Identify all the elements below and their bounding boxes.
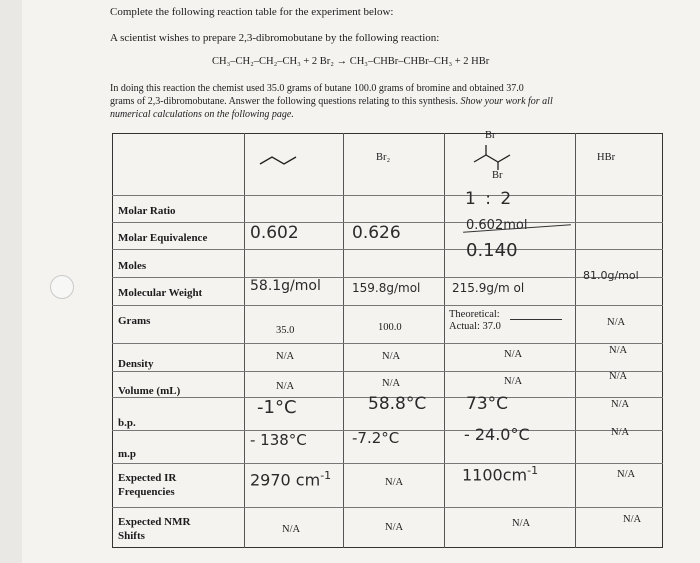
mp-hbr: N/A: [611, 427, 630, 438]
row-label-molar-ratio: Molar Ratio: [118, 205, 176, 217]
mp-product: - 24.0°C: [464, 425, 530, 444]
row-label-density: Density: [118, 358, 154, 370]
row-label-mp: m.p: [118, 448, 137, 460]
volume-butane: N/A: [276, 381, 295, 392]
ir-br2: N/A: [385, 477, 404, 488]
butane-structure-icon: [258, 150, 308, 172]
volume-product: N/A: [504, 376, 523, 387]
page-edge-shadow: [0, 0, 22, 563]
row-divider: [112, 371, 663, 372]
row-label-grams: Grams: [118, 315, 151, 327]
binder-hole: [50, 275, 74, 299]
row-label-nmr-1: Expected NMR: [118, 516, 191, 528]
mw-hbr: 81.0g/mol: [583, 269, 639, 282]
reaction-intro: A scientist wishes to prepare 2,3-dibromobutane by the following reaction:: [110, 32, 440, 44]
grams-br2: 100.0: [378, 322, 402, 333]
density-br2: N/A: [382, 351, 401, 362]
ir-hbr: N/A: [617, 469, 636, 480]
bp-br2: 58.8°C: [368, 394, 427, 414]
ir-product: $1100cm^{-1}$: [462, 464, 539, 485]
row-divider: [112, 343, 663, 344]
row-divider: [112, 195, 663, 196]
row-divider: [112, 277, 663, 278]
bp-butane: -1°C: [257, 397, 297, 418]
row-divider: [112, 249, 663, 250]
row-label-ir-1: Expected IR: [118, 472, 177, 484]
instruction-line: Complete the following reaction table for the experiment below:: [110, 6, 394, 18]
molar-ratio-value: 1 : 2: [465, 189, 514, 209]
problem-text-3: numerical calculations on the following page.: [110, 109, 294, 120]
bp-product: 73°C: [466, 394, 509, 414]
row-label-molecular-weight: Molecular Weight: [118, 287, 203, 299]
nmr-butane: N/A: [282, 524, 301, 535]
density-butane: N/A: [276, 351, 295, 362]
volume-br2: N/A: [382, 378, 401, 389]
row-label-nmr-2: Shifts: [118, 530, 145, 542]
header-product-br-top: Br: [485, 130, 496, 141]
grams-theoretical-label: Theoretical:: [449, 309, 500, 320]
row-label-molar-equivalence: Molar Equivalence: [118, 232, 208, 244]
density-hbr: N/A: [609, 345, 628, 356]
header-br2: Br₂: [376, 152, 391, 163]
mw-product: 215.9g/m ol: [452, 281, 525, 295]
row-divider: [112, 305, 663, 306]
nmr-hbr: N/A: [623, 514, 642, 525]
density-product: N/A: [504, 349, 523, 360]
molar-equiv-product-crossed: 0.602mol: [466, 218, 528, 233]
row-label-ir-2: Frequencies: [118, 486, 175, 498]
mw-br2: 159.8g/mol: [352, 281, 421, 295]
row-label-volume: Volume (mL): [118, 385, 181, 397]
row-label-moles: Moles: [118, 260, 147, 272]
theoretical-blank-line: [510, 319, 562, 320]
problem-text-1: In doing this reaction the chemist used 35.0 grams of butane 100.0 grams of bromine and obtained 37.0: [110, 83, 524, 94]
mp-br2: -7.2°C: [352, 429, 400, 447]
reaction-equation: CH₃–CH₂–CH₂–CH₃ + 2 Br₂ → CH₃–CHBr–CHBr–CH₃ + 2 HBr: [212, 56, 490, 67]
molar-equiv-br2: 0.626: [352, 223, 401, 243]
mp-butane: - 138°C: [250, 431, 307, 449]
nmr-product: N/A: [512, 518, 531, 529]
molar-equiv-butane: 0.602: [250, 223, 299, 243]
ir-butane: 2970 $cm^{-1}$: [250, 469, 332, 490]
row-label-bp: b.p.: [118, 417, 136, 429]
row-divider: [112, 463, 663, 464]
moles-product: 0.140: [466, 240, 518, 261]
volume-hbr: N/A: [609, 371, 628, 382]
row-divider: [112, 507, 663, 508]
grams-hbr: N/A: [607, 317, 626, 328]
mw-butane: 58.1g/mol: [250, 278, 321, 294]
grams-butane: 35.0: [276, 325, 295, 336]
header-hbr: HBr: [597, 152, 616, 163]
problem-text-2: grams of 2,3-dibromobutane. Answer the following questions relating to this synthesis. Show your work for all: [110, 96, 553, 107]
nmr-br2: N/A: [385, 522, 404, 533]
bp-hbr: N/A: [611, 399, 630, 410]
header-product-br-bottom: Br: [492, 170, 503, 181]
grams-actual: Actual: 37.0: [449, 321, 501, 332]
